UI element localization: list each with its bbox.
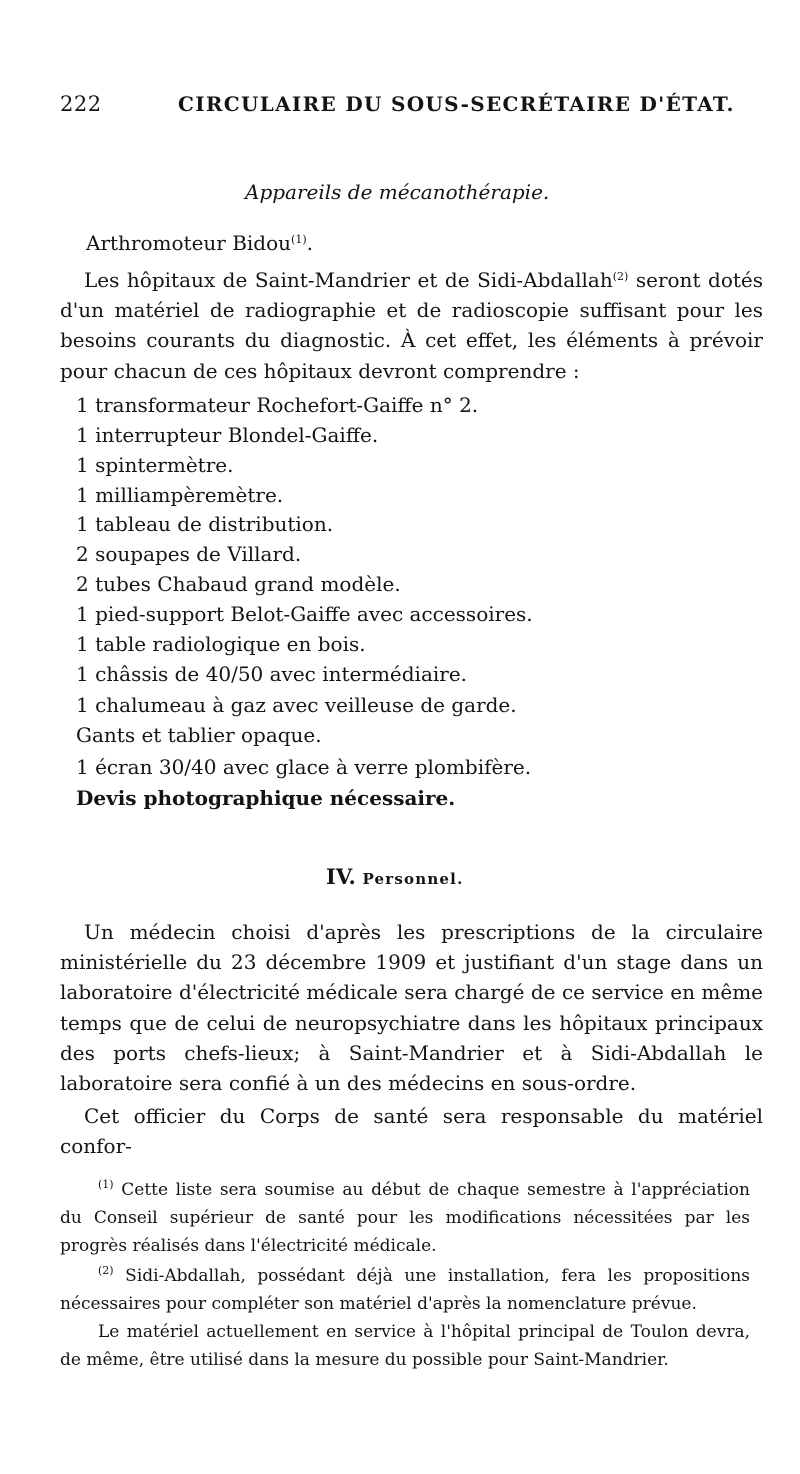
footnote-mark-2: (2) <box>98 1264 114 1277</box>
footnote-1 <box>60 1176 750 1260</box>
paragraph-responsibility: Cet officier du Corps de santé sera responsable du matériel confor- <box>60 1104 763 1159</box>
section-number: IV. <box>326 864 356 889</box>
list-item: 1 pied-support Belot-Gaiffe avec accessoires. <box>76 602 533 626</box>
list-item: 2 soupapes de Villard. <box>76 542 302 566</box>
list-item: Gants et tablier opaque. <box>76 723 322 747</box>
list-item: 1 milliampèremètre. <box>76 483 284 507</box>
list-item: Devis photographique nécessaire. <box>76 786 456 810</box>
page-header <box>60 92 750 122</box>
section-heading <box>326 864 464 889</box>
arthromoteur-text: Arthromoteur Bidou <box>86 231 292 255</box>
footnote-ref-1: (1) <box>291 233 307 246</box>
arthromoteur-end: . <box>306 231 313 255</box>
subheading: Appareils de mécanothérapie. <box>245 180 550 204</box>
list-item: 1 châssis de 40/50 avec intermédiaire. <box>76 662 468 686</box>
page-number: 222 <box>60 92 102 116</box>
list-item: 1 spintermètre. <box>76 453 234 477</box>
footnote-continuation: Le matériel actuellement en service à l'hôpital principal de Toulon devra, de même, être utilisé dans la mesure du possible pour Saint-Mandrier. <box>60 1322 750 1370</box>
paragraph-equipment-intro <box>60 265 763 386</box>
section-title: Personnel. <box>362 870 464 888</box>
footnote-2 <box>60 1262 750 1318</box>
footnote-mark-1: (1) <box>98 1178 114 1191</box>
running-title: CIRCULAIRE DU SOUS-SECRÉTAIRE D'ÉTAT. <box>178 92 735 116</box>
footnote-1-text: Cette liste sera soumise au début de chaque semestre à l'appréciation du Conseil supérieur de santé pour les modifications nécessitées par les progrès réalisés dans l'électricité médicale. <box>60 1180 750 1256</box>
footnote-ref-2: (2) <box>612 270 629 283</box>
list-item: 1 interrupteur Blondel-Gaiffe. <box>76 423 379 447</box>
list-item: 1 écran 30/40 avec glace à verre plombifère. <box>76 755 532 779</box>
list-item: 2 tubes Chabaud grand modèle. <box>76 572 401 596</box>
list-item: 1 table radiologique en bois. <box>76 632 366 656</box>
list-item: 1 tableau de distribution. <box>76 512 334 536</box>
list-item: 1 transformateur Rochefort-Gaiffe n° 2. <box>76 393 479 417</box>
list-item: 1 chalumeau à gaz avec veilleuse de garde. <box>76 693 517 717</box>
paragraph1-part1: Les hôpitaux de Saint-Mandrier et de Sidi-Abdallah <box>84 268 613 292</box>
paragraph-personnel: Un médecin choisi d'après les prescriptions de la circulaire ministérielle du 23 décembre 1909 et justifiant d'un stage dans un laboratoire d'électricité médicale sera chargé de ce service en même temps que de celui de neuropsychiatre dans les hôpitaux principaux des ports chefs-lieux; à Saint-Mandrier et à Sidi-Abdallah le laboratoire sera confié à un des médecins en sous-ordre. <box>60 920 763 1096</box>
footnote-2-text: Sidi-Abdallah, possédant déjà une installation, fera les propositions nécessaires pour compléter son matériel d'après la nomenclature prévue. <box>60 1266 751 1314</box>
arthromoteur-line <box>86 228 313 258</box>
paragraph1-part2: seront dotés d'un matériel de radiographie et de radioscopie suffisant pour les besoins courants du diagnostic. À cet effet, les éléments à prévoir pour chacun de ces hôpitaux devront comprendre : <box>60 268 763 383</box>
